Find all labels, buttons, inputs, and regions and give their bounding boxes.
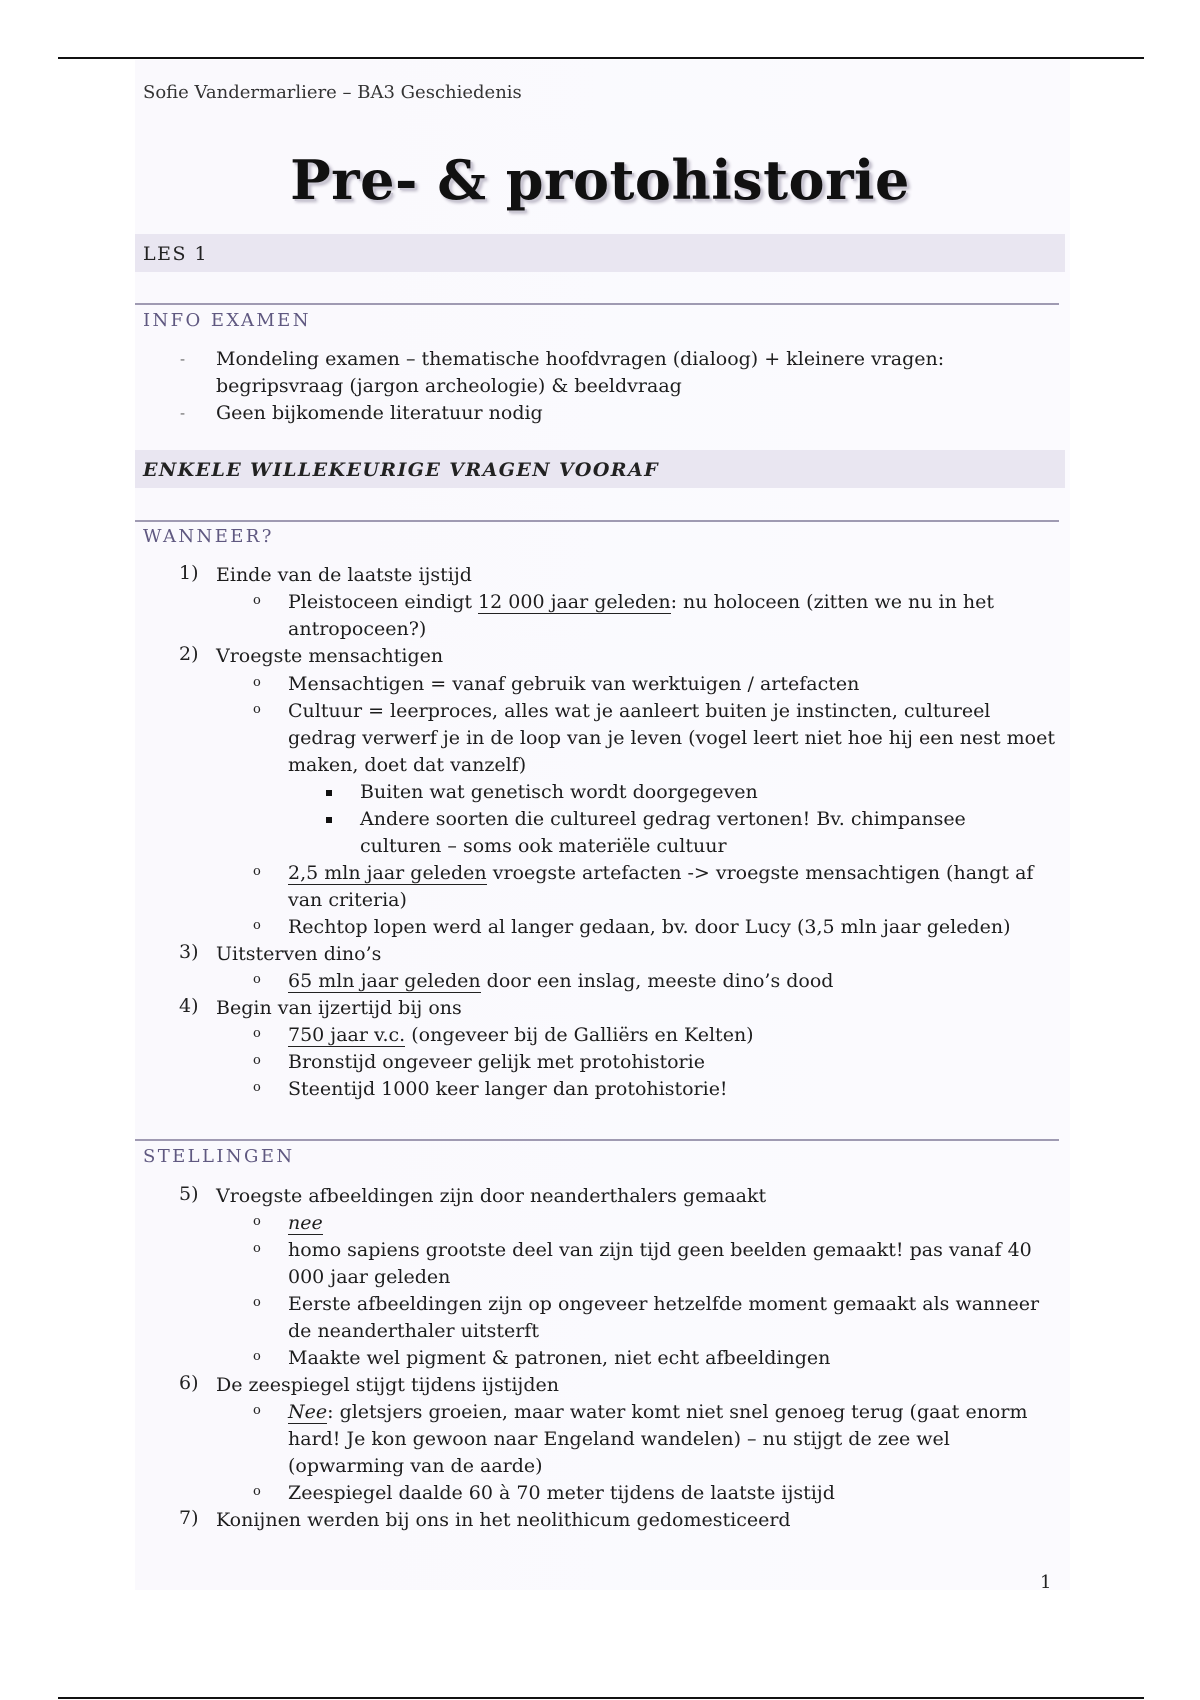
- circle-bullet: o: [253, 972, 261, 987]
- circle-bullet: o: [253, 1295, 261, 1310]
- circle-bullet: o: [253, 1484, 261, 1499]
- document-title: Pre- & protohistorie: [290, 148, 910, 212]
- q5-sub-3-line-2: de neanderthaler uitsterft: [288, 1320, 539, 1342]
- band-les: [135, 234, 1065, 272]
- dash-marker: -: [180, 350, 186, 368]
- q1-sub-1-line-2: antropoceen?): [288, 618, 427, 640]
- band-vragen: [135, 450, 1065, 488]
- heading-stellingen: STELLINGEN: [143, 1146, 295, 1167]
- q3-sub-1: 65 mln jaar geleden door een inslag, meeste dino’s dood: [288, 970, 834, 992]
- q5-sub-3-line-1: Eerste afbeeldingen zijn op ongeveer hetzelfde moment gemaakt als wanneer: [288, 1293, 1040, 1315]
- list-number: 1): [179, 562, 199, 584]
- page-number: 1: [1040, 1572, 1052, 1593]
- underlined-date: 12 000 jaar geleden: [478, 591, 671, 613]
- circle-bullet: o: [253, 1053, 261, 1068]
- q6-sub-1-line-2: hard! Je kon gewoon naar Engeland wandelen) – nu stijgt de zee wel: [288, 1428, 950, 1450]
- circle-bullet: o: [253, 1349, 261, 1364]
- list-number: 4): [179, 995, 199, 1017]
- question-1: Einde van de laatste ijstijd: [216, 564, 472, 586]
- question-3: Uitsterven dino’s: [216, 943, 382, 965]
- circle-bullet: o: [253, 702, 261, 717]
- q2-sub-3-line-2: van criteria): [288, 889, 407, 911]
- q2-subsub-2-line-1: Andere soorten die cultureel gedrag vertonen! Bv. chimpansee: [360, 808, 966, 830]
- list-number: 5): [179, 1183, 199, 1205]
- q2-sub-3-line-1: 2,5 mln jaar geleden vroegste artefacten -> vroegste mensachtigen (hangt af: [288, 862, 1034, 884]
- band-vragen-label: ENKELE WILLEKEURIGE VRAGEN VOORAF: [143, 459, 659, 481]
- q5-sub-4: Maakte wel pigment & patronen, niet echt afbeeldingen: [288, 1347, 831, 1369]
- square-bullet: [326, 790, 332, 796]
- section-rule-wanneer: [135, 520, 1059, 522]
- square-bullet: [326, 817, 332, 823]
- answer-nee: nee: [288, 1212, 323, 1234]
- underlined-date: 2,5 mln jaar geleden: [288, 862, 487, 884]
- info-item-2: Geen bijkomende literatuur nodig: [216, 402, 543, 424]
- section-rule-stellingen: [135, 1139, 1059, 1141]
- q6-sub-2: Zeespiegel daalde 60 à 70 meter tijdens de laatste ijstijd: [288, 1482, 835, 1504]
- info-item-1-line-2: begripsvraag (jargon archeologie) & beeldvraag: [216, 375, 682, 397]
- band-les-label: LES 1: [143, 243, 209, 265]
- q5-sub-1: [288, 1210, 323, 1237]
- q4-sub-1: 750 jaar v.c. (ongeveer bij de Galliërs en Kelten): [288, 1024, 754, 1046]
- q1-sub-1-line-1: Pleistoceen eindigt 12 000 jaar geleden: nu holoceen (zitten we nu in het: [288, 591, 994, 613]
- question-2: Vroegste mensachtigen: [216, 645, 444, 667]
- header-author-course: Sofie Vandermarliere – BA3 Geschiedenis: [143, 82, 522, 103]
- underlined-date: 750 jaar v.c.: [288, 1024, 406, 1046]
- circle-bullet: o: [253, 1403, 261, 1418]
- list-number: 2): [179, 643, 199, 665]
- q2-sub-4: Rechtop lopen werd al langer gedaan, bv. door Lucy (3,5 mln jaar geleden): [288, 916, 1011, 938]
- circle-bullet: o: [253, 1214, 261, 1229]
- circle-bullet: o: [253, 1241, 261, 1256]
- circle-bullet: o: [253, 1080, 261, 1095]
- top-page-rule: [58, 57, 1144, 59]
- q5-sub-2-line-1: homo sapiens grootste deel van zijn tijd geen beelden gemaakt! pas vanaf 40: [288, 1239, 1032, 1261]
- q2-sub-2-line-3: maken, doet dat vanzelf): [288, 754, 527, 776]
- question-5: Vroegste afbeeldingen zijn door neanderthalers gemaakt: [216, 1185, 767, 1207]
- list-number: 3): [179, 941, 199, 963]
- heading-info-examen: INFO EXAMEN: [143, 310, 311, 331]
- q6-sub-1-line-1: Nee: gletsjers groeien, maar water komt niet snel genoeg terug (gaat enorm: [288, 1401, 1028, 1423]
- circle-bullet: o: [253, 1026, 261, 1041]
- circle-bullet: o: [253, 918, 261, 933]
- answer-nee: Nee: [288, 1401, 328, 1423]
- section-rule-info: [135, 303, 1059, 305]
- q2-sub-2-line-1: Cultuur = leerproces, alles wat je aanleert buiten je instincten, cultureel: [288, 700, 991, 722]
- q6-sub-1-line-3: (opwarming van de aarde): [288, 1455, 543, 1477]
- question-4: Begin van ijzertijd bij ons: [216, 997, 462, 1019]
- heading-wanneer: WANNEER?: [143, 526, 274, 547]
- list-number: 7): [179, 1507, 199, 1529]
- q2-subsub-1: Buiten wat genetisch wordt doorgegeven: [360, 781, 758, 803]
- q4-sub-2: Bronstijd ongeveer gelijk met protohistorie: [288, 1051, 705, 1073]
- info-item-1-line-1: Mondeling examen – thematische hoofdvragen (dialoog) + kleinere vragen:: [216, 348, 945, 370]
- q5-sub-2-line-2: 000 jaar geleden: [288, 1266, 451, 1288]
- q2-sub-1: Mensachtigen = vanaf gebruik van werktuigen / artefacten: [288, 673, 860, 695]
- q2-sub-2-line-2: gedrag verwerf je in de loop van je leven (vogel leert niet hoe hij een nest moet: [288, 727, 1055, 749]
- question-6: De zeespiegel stijgt tijdens ijstijden: [216, 1374, 559, 1396]
- bottom-page-rule: [58, 1697, 1144, 1699]
- circle-bullet: o: [253, 593, 261, 608]
- q2-subsub-2-line-2: culturen – soms ook materiële cultuur: [360, 835, 727, 857]
- circle-bullet: o: [253, 675, 261, 690]
- dash-marker: -: [180, 404, 186, 422]
- q4-sub-3: Steentijd 1000 keer langer dan protohistorie!: [288, 1078, 728, 1100]
- list-number: 6): [179, 1372, 199, 1394]
- question-7: Konijnen werden bij ons in het neolithicum gedomesticeerd: [216, 1509, 791, 1531]
- underlined-date: 65 mln jaar geleden: [288, 970, 481, 992]
- circle-bullet: o: [253, 864, 261, 879]
